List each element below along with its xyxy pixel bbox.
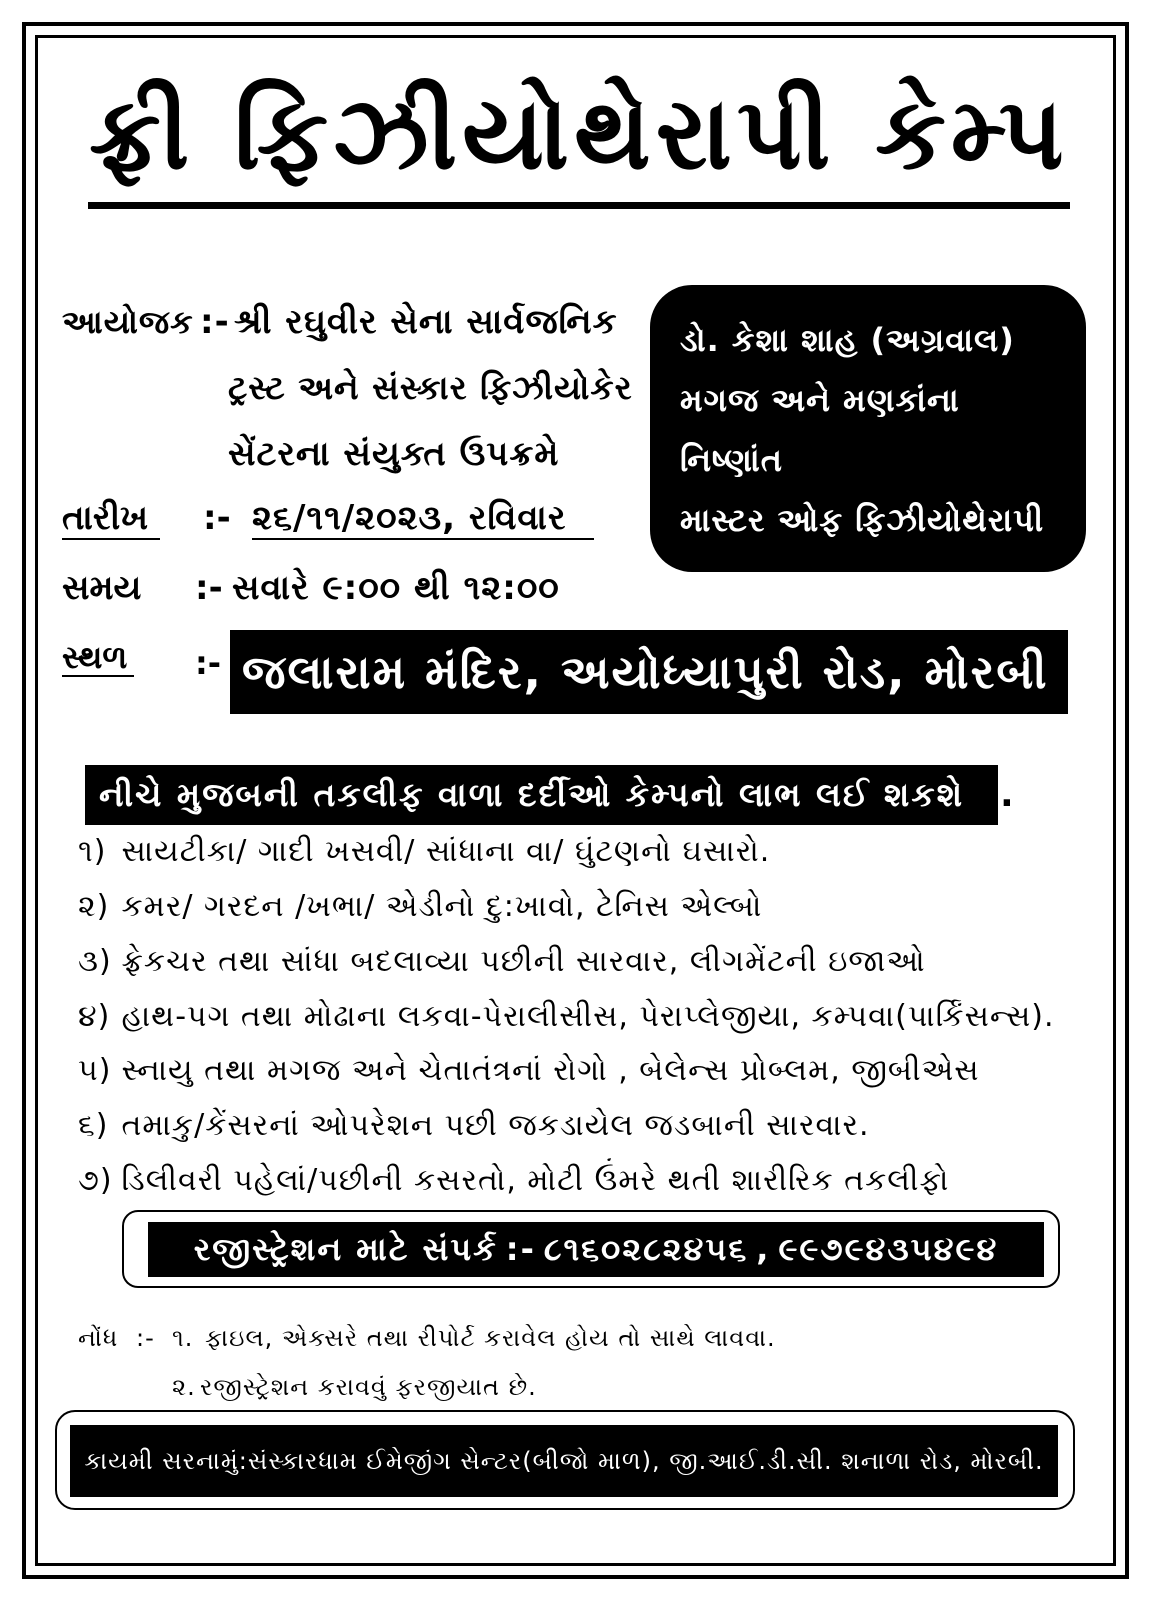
list-item-text: હાથ-પગ તથા મોઢાના લકવા-પેરાલીસીસ, પેરાપ્લેજીયા, કમ્પવા(પાર્કિંસન્સ).	[121, 999, 1055, 1034]
note-number: ૨.	[172, 1373, 196, 1401]
list-item-number: ૬)	[78, 1108, 109, 1143]
address-box	[70, 1425, 1058, 1497]
list-item-text: સ્નાયુ તથા મગજ અને ચેતાતંત્રનાં રોગો , બેલેન્સ પ્રોબ્લમ, જીબીએસ	[121, 1053, 980, 1088]
time-value: સવારે ૯:૦૦ થી ૧૨:૦૦	[232, 568, 560, 608]
list-item	[78, 1158, 1063, 1204]
phone-number: ૯૯૭૯૪૩૫૪૯૪	[778, 1230, 999, 1268]
registration-line	[148, 1222, 1044, 1277]
organizer-line: શ્રી રઘુવીર સેના સાર્વજનિક	[234, 302, 618, 342]
list-item-text: સાયટીકા/ ગાદી ખસવી/ સાંધાના વા/ ઘુંટણનો ઘસારો.	[121, 834, 771, 869]
date-label: તારીખ	[62, 496, 160, 540]
time-label: સમય	[62, 568, 142, 608]
list-item	[78, 939, 1063, 985]
place-separator: :-	[195, 644, 222, 682]
list-item-text: ફ્રેકચર તથા સાંધા બદલાવ્યા પછીની સારવાર, લીગમેંટની ઇજાઓ	[121, 944, 926, 979]
conditions-heading-banner	[85, 765, 998, 825]
list-item	[78, 1048, 1063, 1094]
list-item-text: ડિલીવરી પહેલાં/પછીની કસરતો, મોટી ઉંમરે થતી શારીરિક તકલીફો	[121, 1163, 950, 1198]
note-number: ૧.	[172, 1324, 194, 1352]
list-item	[78, 1103, 1063, 1149]
note-text: ફાઇલ, એક્સરે તથા રીપોર્ટ કરાવેલ હોય તો સાથે લાવવા.	[205, 1324, 776, 1352]
conditions-heading: નીચે મુજબની તકલીફ વાળા દર્દીઓ કેમ્પનો લાભ લઈ શકશે	[99, 775, 965, 814]
list-item-number: ૫)	[78, 1053, 112, 1088]
permanent-address: કાયમી સરનામું:સંસ્કારધામ ઈમેજીંગ સેન્ટર(બીજો માળ), જી.આઈ.ડી.સી. શનાળા રોડ, મોરબી.	[84, 1447, 1044, 1475]
list-item	[78, 994, 1063, 1040]
time-separator: :-	[195, 568, 223, 608]
phone-number: ૮૧૬૦૨૮૨૪૫૬	[543, 1230, 749, 1268]
list-item-text: કમર/ ગરદન /ખભા/ એડીનો દુ:ખાવો, ટેનિસ એલ્બો	[121, 889, 763, 924]
list-item-number: ૭)	[78, 1163, 113, 1198]
organizer-line: ટ્રસ્ટ અને સંસ્કાર ફિઝીયોકેર	[228, 368, 633, 407]
date-separator: :-	[203, 498, 231, 538]
doctor-name: ડો. કેશા શાહ (અગ્રવાલ)	[680, 321, 1015, 359]
notes-separator: :-	[136, 1324, 155, 1352]
registration-box	[148, 1222, 1044, 1277]
date-value: ૨૬/૧૧/૨૦૨૩, રવિવાર	[252, 496, 594, 540]
note-text: રજીસ્ટ્રેશન કરાવવું ફરજીયાત છે.	[200, 1373, 537, 1401]
title-underline	[88, 202, 1070, 209]
doctor-info-box	[650, 285, 1086, 572]
list-item-number: ૪)	[78, 999, 111, 1034]
phone-separator: ,	[756, 1230, 771, 1268]
place-value: જલારામ મંદિર, અયોધ્યાપુરી રોડ, મોરબી	[242, 645, 1049, 699]
list-item-number: ૩)	[78, 944, 112, 979]
notes-label: નોંધ	[78, 1324, 119, 1352]
list-item-text: તમાકુ/કેંસરનાં ઓપરેશન પછી જકડાયેલ જડબાની સારવાર.	[121, 1108, 870, 1143]
doctor-specialty: નિષ્ણાંત	[680, 441, 783, 479]
place-box	[230, 630, 1068, 714]
camp-title: ફ્રી ફિઝીયોથેરાપી કેમ્પ	[89, 75, 1069, 192]
registration-label: રજીસ્ટ્રેશન માટે સંપર્ક	[193, 1230, 498, 1268]
registration-separator: :-	[505, 1230, 536, 1268]
place-label: સ્થળ	[62, 637, 134, 677]
organizer-label: આયોજક	[62, 303, 194, 341]
list-item-number: ૨)	[78, 889, 110, 924]
list-item-number: ૧)	[78, 834, 107, 869]
organizer-line: સેંટરના સંયુક્ત ઉપક્રમે	[228, 434, 560, 474]
doctor-specialty: મગજ અને મણકાંના	[680, 381, 960, 419]
list-item	[78, 884, 1063, 930]
conditions-heading-period: .	[1000, 774, 1014, 815]
organizer-separator: :-	[200, 302, 230, 342]
list-item	[78, 829, 1063, 875]
doctor-degree: માસ્ટર ઓફ ફિઝીયોથેરાપી	[680, 501, 1045, 539]
